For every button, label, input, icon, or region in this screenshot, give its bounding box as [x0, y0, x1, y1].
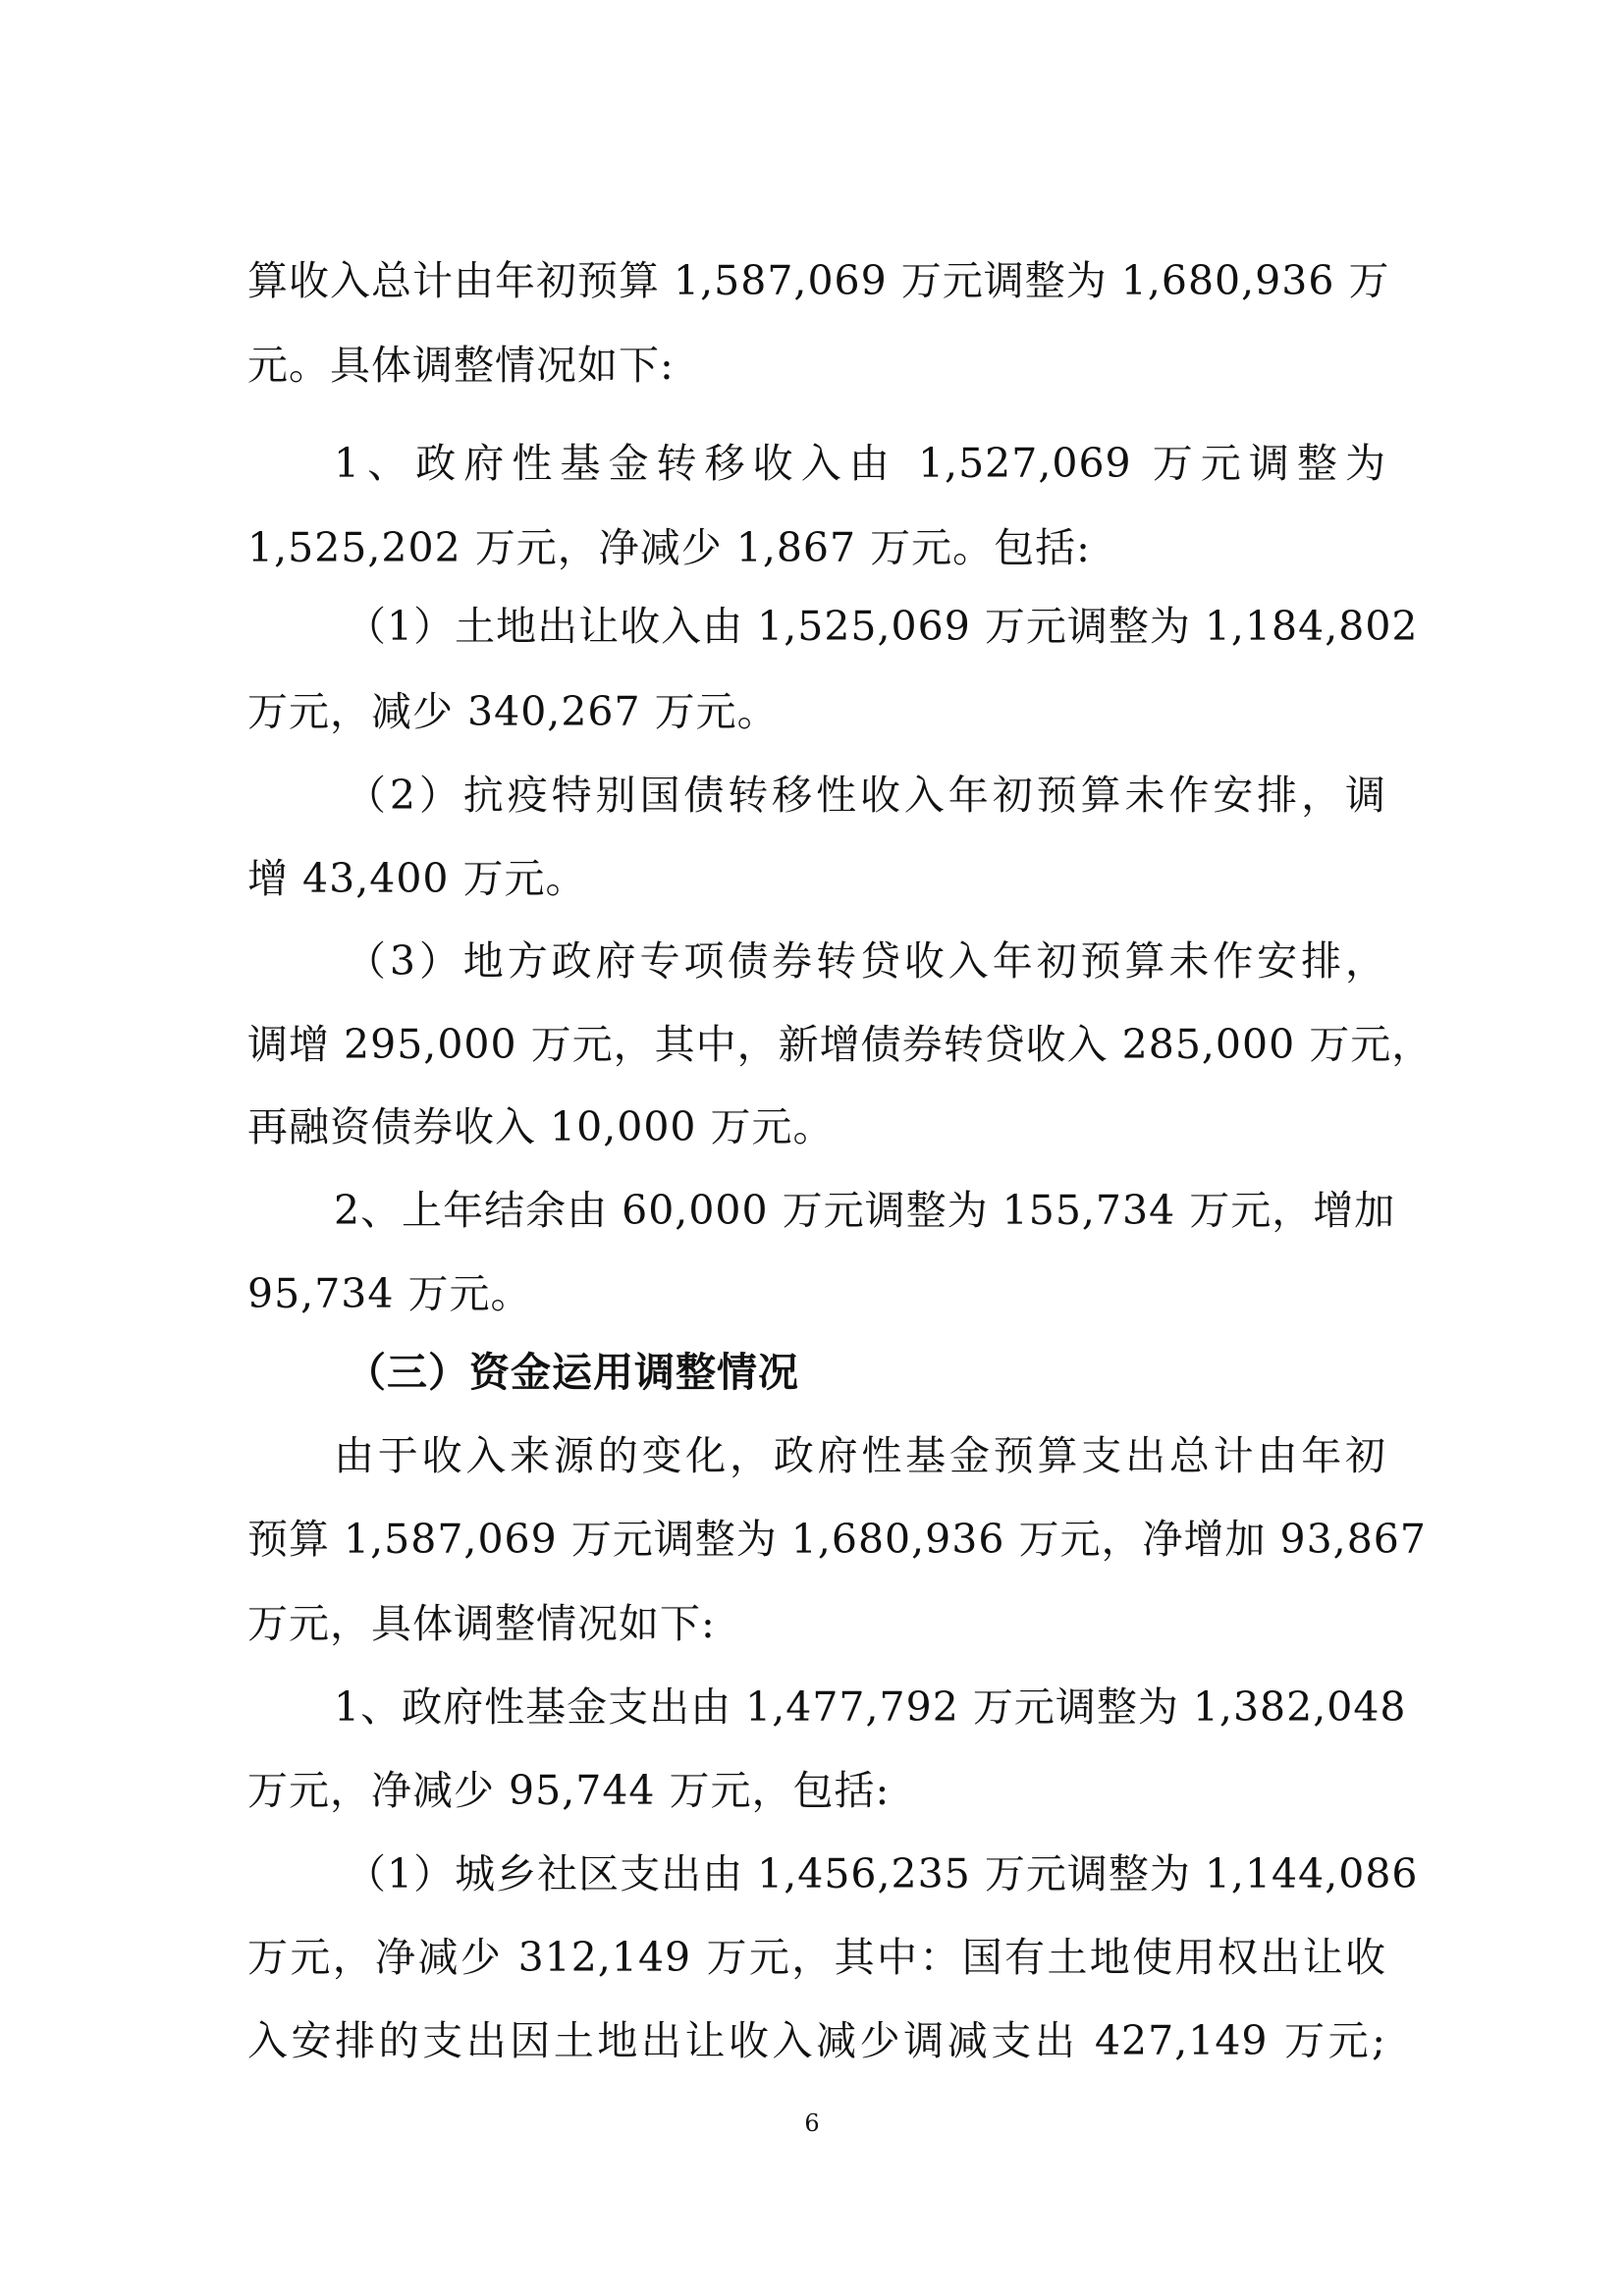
paragraph-line: 预算 1,587,069 万元调整为 1,680,936 万元，净增加 93,867: [247, 1516, 1427, 1563]
paragraph-line: 1、政府性基金转移收入由 1,527,069 万元调整为: [334, 440, 1386, 487]
paragraph-line: 万元，减少 340,267 万元。: [247, 688, 779, 735]
paragraph-line: 1,525,202 万元，净减少 1,867 万元。包括:: [247, 524, 1091, 571]
paragraph-line: 万元，净减少 95,744 万元，包括:: [247, 1767, 891, 1814]
paragraph-line: 2、上年结余由 60,000 万元调整为 155,734 万元，增加: [334, 1187, 1396, 1234]
paragraph-line: 由于收入来源的变化，政府性基金预算支出总计由年初: [334, 1432, 1386, 1479]
paragraph-line: （2）抗疫特别国债转移性收入年初预算未作安排，调: [346, 772, 1386, 819]
paragraph-line: 调增 295,000 万元，其中，新增债券转贷收入 285,000 万元，: [247, 1021, 1434, 1068]
paragraph-line: （1）城乡社区支出由 1,456,235 万元调整为 1,144,086: [346, 1850, 1419, 1897]
paragraph-line: 95,734 万元。: [247, 1270, 532, 1317]
paragraph-line: 再融资债券收入 10,000 万元。: [247, 1103, 835, 1150]
paragraph-line: 增 43,400 万元。: [247, 855, 587, 902]
paragraph-line: 入安排的支出因土地出让收入减少调减支出 427,149 万元;: [247, 2017, 1386, 2064]
paragraph-line: 元。具体调整情况如下:: [247, 342, 675, 389]
paragraph-line: 万元，净减少 312,149 万元，其中：国有土地使用权出让收: [247, 1934, 1386, 1981]
paragraph-line: 算收入总计由年初预算 1,587,069 万元调整为 1,680,936 万: [247, 257, 1390, 304]
section-heading: （三）资金运用调整情况: [346, 1349, 799, 1396]
paragraph-line: （3）地方政府专项债券转贷收入年初预算未作安排，: [346, 937, 1386, 985]
paragraph-line: 1、政府性基金支出由 1,477,792 万元调整为 1,382,048: [334, 1683, 1407, 1731]
paragraph-line: 万元，具体调整情况如下:: [247, 1600, 716, 1647]
page-number: 6: [804, 2109, 820, 2137]
paragraph-line: （1）土地出让收入由 1,525,069 万元调整为 1,184,802: [346, 603, 1419, 650]
